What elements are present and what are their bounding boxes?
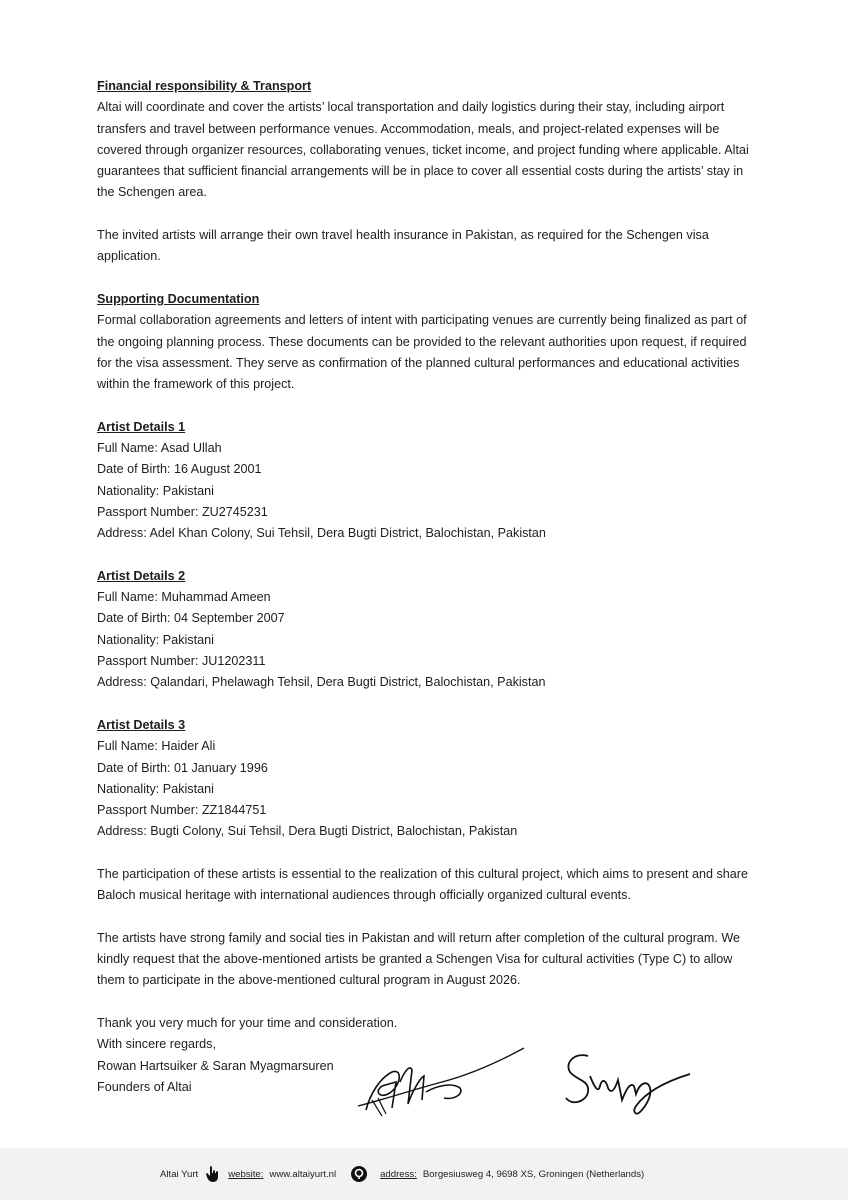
thanks-line: Thank you very much for your time and consideration.: [97, 1016, 398, 1031]
artist-passport: Passport Number: ZZ1844751: [97, 803, 267, 818]
location-pin-icon: [350, 1165, 368, 1183]
artist-passport: Passport Number: JU1202311: [97, 654, 266, 669]
artist-dob: Date of Birth: 01 January 1996: [97, 760, 268, 775]
artist-nationality: Nationality: Pakistani: [97, 483, 214, 498]
artist-name: Full Name: Muhammad Ameen: [97, 590, 271, 605]
paragraph: The invited artists will arrange their own travel health insurance in Pakistan, as required for the Schengen visa application.: [97, 228, 709, 264]
section-heading: Financial responsibility & Transport: [97, 79, 312, 93]
artist-name: Full Name: Asad Ullah: [97, 441, 222, 456]
artist-heading: Artist Details 1: [97, 419, 186, 434]
regards-line: With sincere regards,: [97, 1037, 216, 1052]
signatory-role: Founders of Altai: [97, 1079, 192, 1094]
paragraph: The participation of these artists is essential to the realization of this cultural project, which aims to present and share Baloch musical heritage with international audiences through officially organized cultural events.: [97, 866, 749, 903]
artist-dob: Date of Birth: 04 September 2007: [97, 611, 285, 626]
artist-address: Address: Adel Khan Colony, Sui Tehsil, Dera Bugti District, Balochistan, Pakistan: [97, 526, 546, 541]
artist-nationality: Nationality: Pakistani: [97, 632, 214, 647]
hand-pointer-icon: [204, 1165, 222, 1183]
paragraph: Altai will coordinate and cover the artists’ local transportation and daily logistics during their stay, including airport transfers and travel between performance venues. Accommodation, meals, and project-related expenses will be covered through organizer resources, collaborating venues, ticket income, and project funding where applicable. Altai guarantees that sufficient financial arrangements will be in place to cover all essential costs during the artists’ stay in the Schengen area.: [97, 100, 749, 200]
artist-nationality: Nationality: Pakistani: [97, 781, 214, 796]
supporting-section: [97, 289, 757, 395]
paragraph: The artists have strong family and social ties in Pakistan and will return after completion of the cultural program. We kindly request that the above-mentioned artists be granted a Schengen Visa for cultural activities (Type C) to allow them to participate in the above-mentioned cultural program in August 2026.: [97, 930, 741, 988]
artist-dob: Date of Birth: 16 August 2001: [97, 462, 262, 477]
artist-address: Address: Bugti Colony, Sui Tehsil, Dera Bugti District, Balochistan, Pakistan: [97, 824, 518, 839]
artist-heading: Artist Details 3: [97, 717, 186, 732]
artist-details-2: [97, 566, 757, 694]
footer-bar: [0, 1148, 848, 1200]
artist-name: Full Name: Haider Ali: [97, 739, 216, 754]
artist-passport: Passport Number: ZU2745231: [97, 504, 268, 519]
footer-address: Borgesiusweg 4, 9698 XS, Groningen (Netherlands): [422, 1168, 645, 1180]
signature-saran: [560, 1046, 700, 1118]
signatory-names: Rowan Hartsuiker & Saran Myagmarsuren: [97, 1058, 334, 1073]
financial-section: [97, 76, 757, 204]
artist-details-1: [97, 417, 757, 545]
paragraph: Formal collaboration agreements and letters of intent with participating venues are currently being finalized as part of the ongoing planning process. These documents can be provided to the relevant authorities upon request, if required for the visa assessment. They serve as confirmation of the planned cultural performances and educational activities within the framework of this project.: [97, 313, 747, 392]
signature-rowan: [352, 1042, 532, 1122]
artist-address: Address: Qalandari, Phelawagh Tehsil, Dera Bugti District, Balochistan, Pakistan: [97, 675, 546, 690]
letter-body: [97, 76, 757, 1098]
footer-website-label: website:: [228, 1168, 264, 1180]
footer-brand: Altai Yurt: [160, 1168, 199, 1180]
artist-heading: Artist Details 2: [97, 568, 186, 583]
footer-address-label: address:: [380, 1168, 417, 1180]
section-heading: Supporting Documentation: [97, 291, 260, 306]
artist-details-3: [97, 715, 757, 843]
footer-website-link[interactable]: www.altaiyurt.nl: [269, 1168, 337, 1180]
